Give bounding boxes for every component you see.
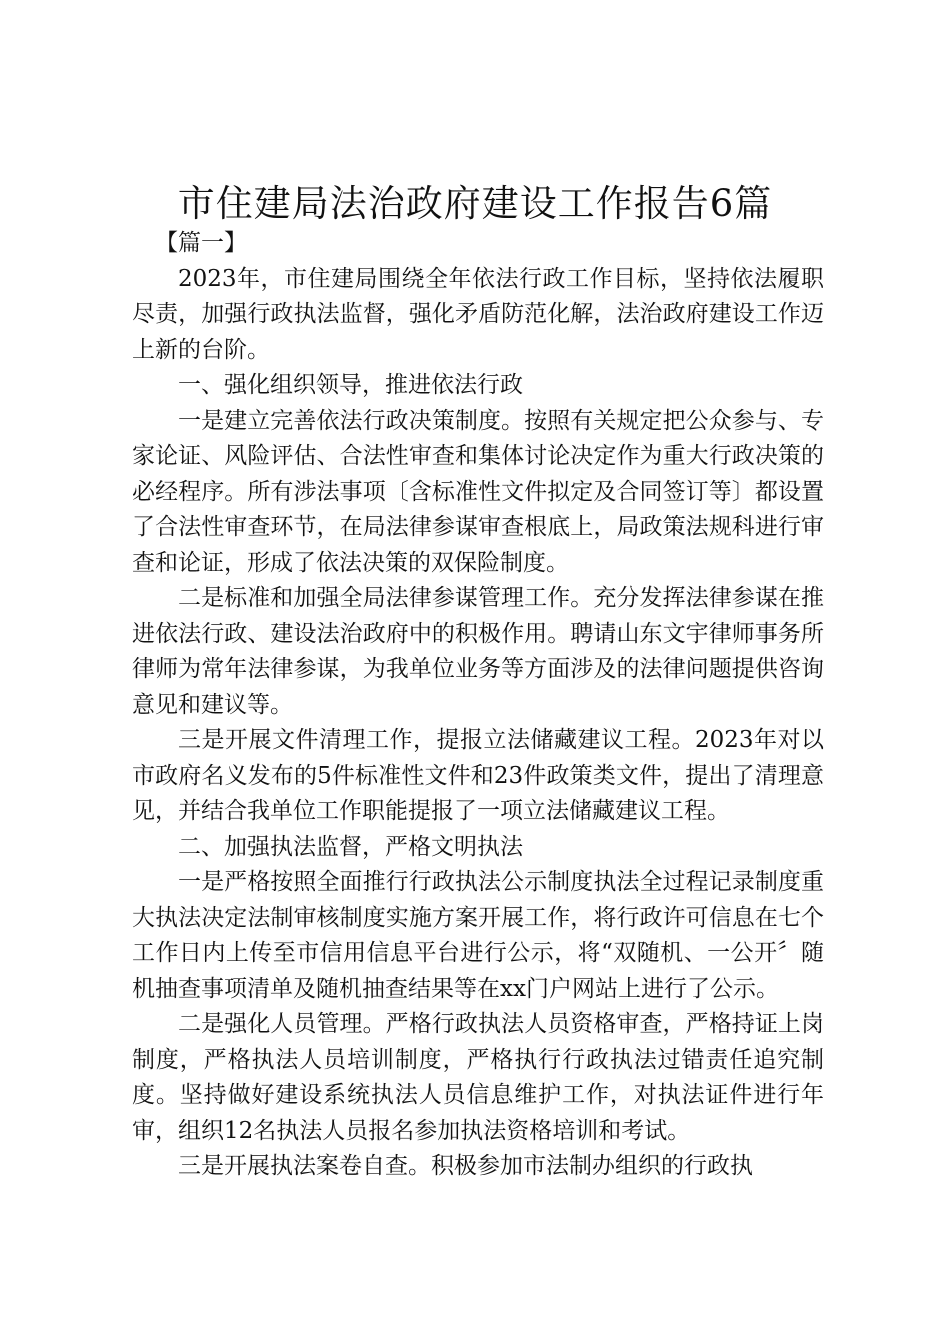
document-body [132,226,824,1185]
paragraph-5: 二是强化人员管理。严格行政执法人员资格审查，严格持证上岗制度，严格执法人员培训制度，严格执行行政执法过错责任追究制度。坚持做好建设系统执法人员信息维护工作，对执法证件进行年审，组织12名执法人员报名参加执法资格培训和考试。 [132,1011,824,1144]
paragraph-4: 一是严格按照全面推行行政执法公示制度执法全过程记录制度重大执法决定法制审核制度实施方案开展工作，将行政许可信息在七个工作日内上传至市信用信息平台进行公示，将“双随机、一公开〞随机抽查事项清单及随机抽查结果等在xx门户网站上进行了公示。 [132,869,824,1002]
intro-paragraph: 2023年，市住建局围绕全年依法行政工作目标，坚持依法履职尽责，加强行政执法监督，强化矛盾防范化解，法治政府建设工作迈上新的台阶。 [132,265,824,363]
section-heading-1: 一、强化组织领导，推进依法行政 [178,372,523,398]
paragraph-1: 一是建立完善依法行政决策制度。按照有关规定把公众参与、专家论证、风险评估、合法性审查和集体讨论决定作为重大行政决策的必经程序。所有涉法事项〔含标准性文件拟定及合同签订等〕都设置了合法性审查环节，在局法律参谋审查根底上，局政策法规科进行审查和论证，形成了依法决策的双保险制度。 [132,407,824,576]
section-heading-2: 二、加强执法监督，严格文明执法 [178,833,523,860]
document-title: 市住建局法治政府建设工作报告6篇 [177,182,773,225]
paragraph-6: 三是开展执法案卷自查。积极参加市法制办组织的行政执 [178,1153,753,1179]
paragraph-2: 二是标准和加强全局法律参谋管理工作。充分发挥法律参谋在推进依法行政、建设法治政府中的积极作用。聘请山东文宇律师事务所律师为常年法律参谋，为我单位业务等方面涉及的法律问题提供咨询意见和建议等。 [132,585,824,718]
section-label: 【篇一】 [155,230,247,256]
paragraph-3: 三是开展文件清理工作，提报立法储藏建议工程。2023年对以市政府名义发布的5件标准性文件和23件政策类文件，提出了清理意见，并结合我单位工作职能提报了一项立法储藏建议工程。 [132,727,824,824]
